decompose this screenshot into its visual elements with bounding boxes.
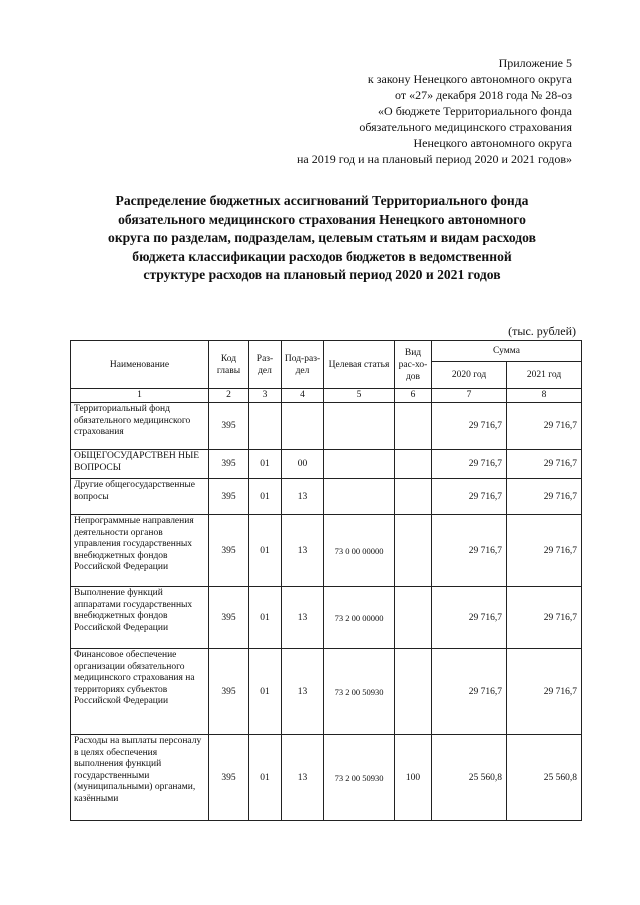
row-subsection: 00 xyxy=(282,450,324,479)
row-name: Выполнение функций аппаратами государственных внебюджетных фондов Российской Федерации xyxy=(71,587,209,649)
row-section: 01 xyxy=(249,450,282,479)
table-row xyxy=(71,735,582,821)
appendix-line: Ненецкого автономного округа xyxy=(413,136,572,150)
row-code: 395 xyxy=(209,450,249,479)
row-section: 01 xyxy=(249,515,282,587)
row-amount-2021: 29 716,7 xyxy=(507,479,582,515)
table-row xyxy=(71,403,582,450)
budget-table xyxy=(70,340,582,821)
row-name: Непрограммные направления деятельности органов управления государственных внебюджетных фондов Российской Федерации xyxy=(71,515,209,587)
table-row xyxy=(71,515,582,587)
table-row xyxy=(71,450,582,479)
row-target xyxy=(324,403,395,450)
row-code: 395 xyxy=(209,649,249,735)
row-amount-2020: 29 716,7 xyxy=(432,515,507,587)
row-kind: 100 xyxy=(395,735,432,821)
row-target: 73 2 00 50930 xyxy=(324,649,395,735)
column-number: 1 xyxy=(71,389,209,403)
row-amount-2021: 29 716,7 xyxy=(507,450,582,479)
header-2020: 2020 год xyxy=(432,362,507,389)
row-section: 01 xyxy=(249,649,282,735)
row-target xyxy=(324,479,395,515)
row-amount-2020: 29 716,7 xyxy=(432,403,507,450)
row-amount-2021: 29 716,7 xyxy=(507,403,582,450)
row-subsection: 13 xyxy=(282,515,324,587)
row-code: 395 xyxy=(209,735,249,821)
header-subsection: Под-раз-дел xyxy=(282,341,324,389)
title-line: обязательного медицинского страхования Ненецкого автономного xyxy=(118,211,526,227)
column-number: 2 xyxy=(209,389,249,403)
appendix-line: к закону Ненецкого автономного округа xyxy=(367,72,572,86)
row-kind xyxy=(395,450,432,479)
row-kind xyxy=(395,479,432,515)
row-code: 395 xyxy=(209,587,249,649)
column-number: 5 xyxy=(324,389,395,403)
document-title xyxy=(72,192,572,285)
header-name: Наименование xyxy=(71,341,209,389)
column-number: 3 xyxy=(249,389,282,403)
row-amount-2021: 25 560,8 xyxy=(507,735,582,821)
row-target: 73 2 00 00000 xyxy=(324,587,395,649)
row-amount-2020: 29 716,7 xyxy=(432,587,507,649)
row-amount-2020: 25 560,8 xyxy=(432,735,507,821)
appendix-line: обязательного медицинского страхования xyxy=(359,120,572,134)
row-target: 73 0 00 00000 xyxy=(324,515,395,587)
title-line: структуре расходов на плановый период 2020 и 2021 годов xyxy=(143,267,501,282)
header-2021: 2021 год xyxy=(507,362,582,389)
row-amount-2020: 29 716,7 xyxy=(432,450,507,479)
row-code: 395 xyxy=(209,515,249,587)
row-subsection: 13 xyxy=(282,649,324,735)
row-target xyxy=(324,450,395,479)
row-section: 01 xyxy=(249,735,282,821)
title-line: округа по разделам, подразделам, целевым статьям и видам расходов xyxy=(108,230,536,245)
header-kind: Вид рас-хо-дов xyxy=(395,341,432,389)
row-kind xyxy=(395,403,432,450)
row-section: 01 xyxy=(249,479,282,515)
row-kind xyxy=(395,587,432,649)
table-row xyxy=(71,479,582,515)
appendix-line: «О бюджете Территориального фонда xyxy=(378,104,572,118)
row-subsection xyxy=(282,403,324,450)
table-row xyxy=(71,587,582,649)
column-number: 6 xyxy=(395,389,432,403)
row-amount-2021: 29 716,7 xyxy=(507,649,582,735)
row-amount-2021: 29 716,7 xyxy=(507,515,582,587)
row-name: ОБЩЕГОСУДАРСТВЕН НЫЕ ВОПРОСЫ xyxy=(71,450,209,479)
row-name: Территориальный фонд обязательного медицинского страхования xyxy=(71,403,209,450)
appendix-line: от «27» декабря 2018 года № 28-оз xyxy=(394,88,572,102)
appendix-line: на 2019 год и на плановый период 2020 и 2021 годов» xyxy=(296,152,572,166)
row-name: Другие общегосударственные вопросы xyxy=(71,479,209,515)
row-code: 395 xyxy=(209,403,249,450)
row-amount-2020: 29 716,7 xyxy=(432,649,507,735)
row-code: 395 xyxy=(209,479,249,515)
header-section: Раз-дел xyxy=(249,341,282,389)
row-name: Расходы на выплаты персоналу в целях обеспечения выполнения функций государственными (муниципальными) органами, казёнными xyxy=(71,735,209,821)
row-section: 01 xyxy=(249,587,282,649)
column-number: 7 xyxy=(432,389,507,403)
row-name: Финансовое обеспечение организации обязательного медицинского страхования на территориях субъектов Российской Федерации xyxy=(71,649,209,735)
header-code: Код главы xyxy=(209,341,249,389)
header-sum: Сумма xyxy=(432,341,582,362)
row-amount-2021: 29 716,7 xyxy=(507,587,582,649)
row-target: 73 2 00 50930 xyxy=(324,735,395,821)
column-number: 4 xyxy=(282,389,324,403)
row-amount-2020: 29 716,7 xyxy=(432,479,507,515)
appendix-header xyxy=(212,55,572,167)
row-kind xyxy=(395,515,432,587)
appendix-line: Приложение 5 xyxy=(498,56,572,70)
row-subsection: 13 xyxy=(282,479,324,515)
title-line: Распределение бюджетных ассигнований Территориального фонда xyxy=(115,193,529,208)
units-label: (тыс. рублей) xyxy=(508,324,576,338)
table-row xyxy=(71,649,582,735)
row-kind xyxy=(395,649,432,735)
row-subsection: 13 xyxy=(282,735,324,821)
header-target: Целевая статья xyxy=(324,341,395,389)
row-section xyxy=(249,403,282,450)
title-line: бюджета классификации расходов бюджетов в ведомственной xyxy=(132,248,512,264)
column-number: 8 xyxy=(507,389,582,403)
header-row xyxy=(71,341,582,362)
row-subsection: 13 xyxy=(282,587,324,649)
column-number-row xyxy=(71,389,582,403)
